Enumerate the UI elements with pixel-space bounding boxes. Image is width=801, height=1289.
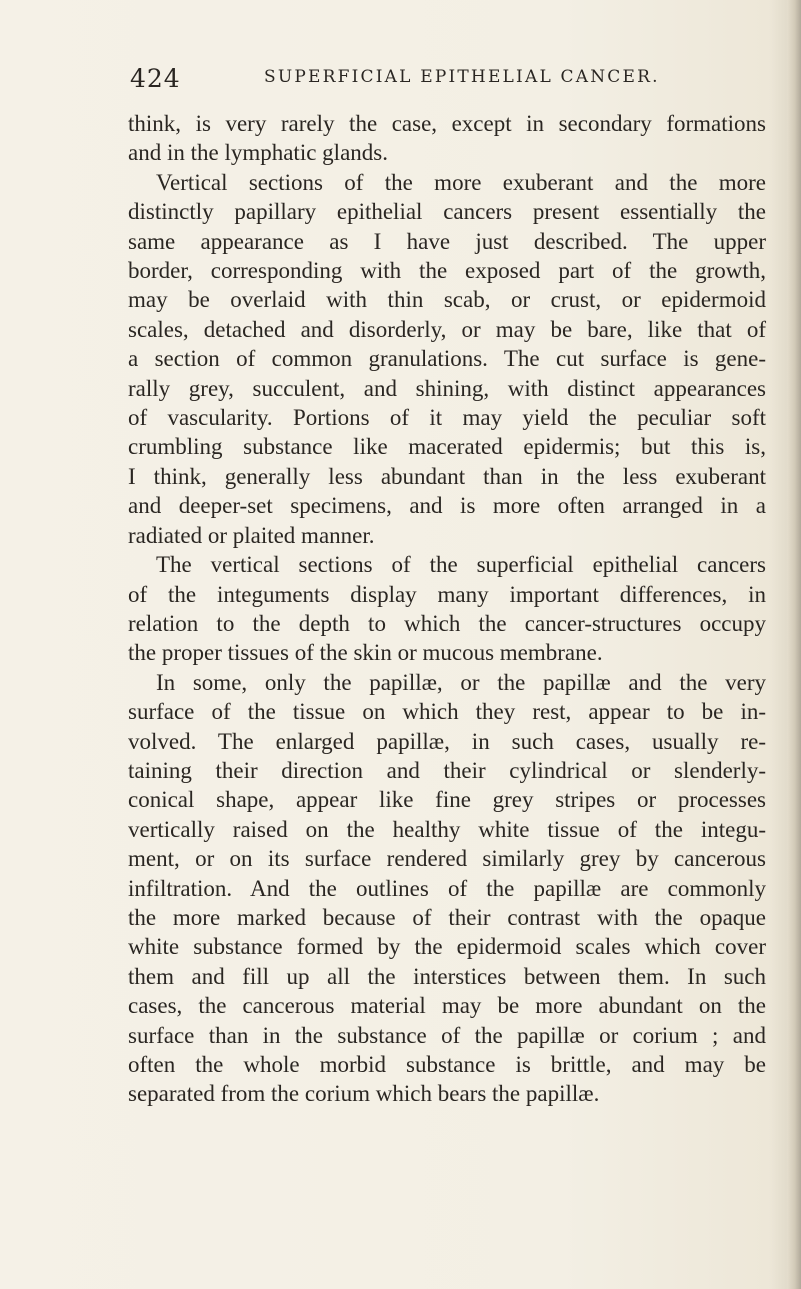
- text-line: infiltration. And the outlines of the papillæ are commonly: [128, 875, 766, 901]
- text-line: and deeper-set specimens, and is more often arranged in a: [128, 493, 766, 519]
- text-line: volved. The enlarged papillæ, in such cases, usually re-: [128, 728, 766, 754]
- text-line: and in the lymphatic glands.: [128, 140, 388, 166]
- text-line: conical shape, appear like fine grey stripes or processes: [128, 787, 766, 813]
- page-number: 424: [130, 64, 181, 93]
- body-text: [128, 109, 766, 1109]
- text-line: border, corresponding with the exposed part of the growth,: [128, 258, 766, 284]
- text-line: think, is very rarely the case, except in secondary formations: [128, 111, 766, 136]
- text-line: a section of common granulations. The cut surface is gene-: [128, 346, 766, 372]
- text-line: relation to the depth to which the cancer-structures occupy: [128, 610, 766, 636]
- page-header: [0, 58, 801, 98]
- text-line: vertically raised on the healthy white tissue of the integu-: [128, 816, 766, 842]
- paragraph-start-line: The vertical sections of the superficial epithelial cancers: [156, 552, 766, 578]
- text-line: the more marked because of their contrast with the opaque: [128, 904, 766, 930]
- text-line: white substance formed by the epidermoid scales which cover: [128, 934, 766, 960]
- text-line: separated from the corium which bears the papillæ.: [128, 1081, 600, 1107]
- text-line: often the whole morbid substance is brittle, and may be: [128, 1052, 766, 1077]
- text-line: surface of the tissue on which they rest, appear to be in-: [128, 699, 766, 725]
- text-line: distinctly papillary epithelial cancers present essentially the: [128, 199, 766, 225]
- text-line: rally grey, succulent, and shining, with distinct appearances: [128, 375, 766, 401]
- text-line: them and fill up all the interstices between them. In such: [128, 963, 766, 989]
- text-line: of vascularity. Portions of it may yield the peculiar soft: [128, 405, 766, 431]
- text-line: ment, or on its surface rendered similarly grey by cancerous: [128, 846, 766, 872]
- text-line: taining their direction and their cylindrical or slenderly-: [128, 757, 766, 783]
- text-line: scales, detached and disorderly, or may be bare, like that of: [128, 316, 766, 342]
- text-line: surface than in the substance of the papillæ or corium ; and: [128, 1022, 766, 1048]
- text-line: cases, the cancerous material may be more abundant on the: [128, 993, 766, 1019]
- text-line: the proper tissues of the skin or mucous membrane.: [128, 640, 603, 666]
- paragraph-start-line: Vertical sections of the more exuberant and the more: [156, 169, 766, 195]
- running-title: SUPERFICIAL EPITHELIAL CANCER.: [264, 67, 660, 87]
- text-line: crumbling substance like macerated epidermis; but this is,: [128, 434, 766, 460]
- text-line: may be overlaid with thin scab, or crust, or epidermoid: [128, 287, 766, 313]
- paragraph-start-line: In some, only the papillæ, or the papillæ and the very: [156, 669, 766, 695]
- page-edge-shadow: [787, 0, 801, 1289]
- text-line: radiated or plaited manner.: [128, 522, 375, 548]
- text-line: of the integuments display many important differences, in: [128, 581, 766, 607]
- text-line: same appearance as I have just described. The upper: [128, 228, 766, 254]
- text-line: I think, generally less abundant than in the less exuberant: [128, 463, 766, 489]
